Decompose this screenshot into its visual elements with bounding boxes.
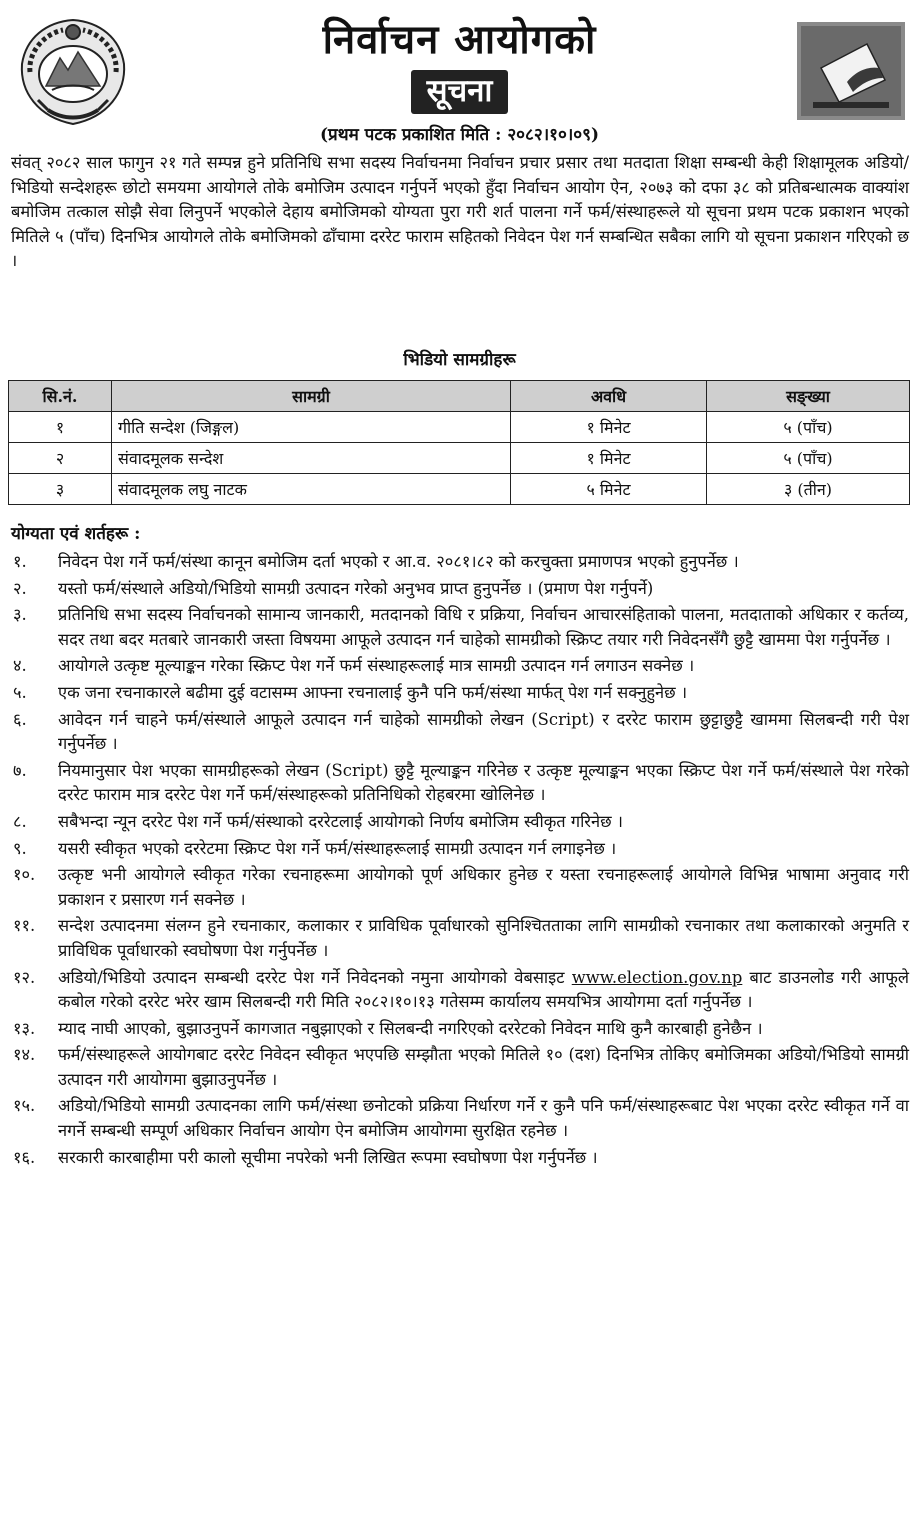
item-number: ८. — [13, 811, 27, 831]
cell-duration: १ मिनेट — [511, 412, 707, 443]
cell-count: ५ (पाँच) — [707, 443, 910, 474]
cell-sn: २ — [9, 443, 112, 474]
cell-sn: १ — [9, 412, 112, 443]
cell-material: संवादमूलक लघु नाटक — [112, 474, 511, 505]
item-number: १३. — [13, 1018, 36, 1038]
col-header-count: सङ्ख्या — [707, 381, 910, 412]
cell-count: ५ (पाँच) — [707, 412, 910, 443]
item-text-before: अडियो/भिडियो उत्पादन सम्बन्धी दररेट पेश गर्ने निवेदनको नमुना आयोगको वेबसाइट — [58, 967, 572, 987]
list-item — [0, 1017, 919, 1042]
item-text: सरकारी कारबाहीमा परी कालो सूचीमा नपरेको भनी लिखित रूपमा स्वघोषणा पेश गर्नुपर्नेछ । — [58, 1147, 598, 1167]
item-number: २. — [13, 578, 27, 598]
item-number: ११. — [13, 916, 36, 936]
item-number: १४. — [13, 1045, 36, 1065]
list-item — [0, 1043, 919, 1092]
item-text: नियमानुसार पेश भएका सामग्रीहरूको लेखन (Script) छुट्टै मूल्याङ्कन गरिनेछ र उत्कृष्ट मूल्याङ्कन भएका स्क्रिप्ट पेश गर्ने फर्म/संस्थाले पेश गरेको दररेट फाराम मात्र दररेट पेश गर्ने फर्म/संस्थाहरूको प्रतिनिधिको रोहबरमा खोलिनेछ । — [58, 760, 909, 805]
item-text: आवेदन गर्न चाहने फर्म/संस्थाले आफूले उत्पादन गर्न चाहेको सामग्रीको लेखन (Script) र दररेट फाराम छुट्टाछुट्टै खाममा सिलबन्दी गरी पेश गर्नुपर्नेछ । — [58, 709, 909, 754]
election-website-link[interactable]: www.election.gov.np — [571, 967, 743, 987]
item-text: अडियो/भिडियो सामग्री उत्पादनका लागि फर्म/संस्था छनोटको प्रक्रिया निर्धारण गर्ने र कुनै पनि फर्म/संस्थाहरूबाट पेश भएका दररेट स्वीकृत गर्ने वा नगर्ने सम्बन्धी सम्पूर्ण अधिकार निर्वाचन आयोग ऐन बमोजिम आयोगमा सुरक्षित रहनेछ । — [58, 1096, 909, 1141]
conditions-heading: योग्यता एवं शर्तहरू : — [11, 524, 141, 544]
item-number: ६. — [13, 709, 27, 729]
item-text: म्याद नाघी आएको, बुझाउनुपर्ने कागजात नबुझाएको र सिलबन्दी नगरिएको दररेटको निवेदन माथि कुनै कारबाही हुनेछैन । — [58, 1018, 763, 1038]
notice-label: सूचना — [411, 70, 509, 114]
list-item — [0, 914, 919, 963]
item-number: ३. — [13, 605, 27, 625]
item-number: १५. — [13, 1096, 36, 1116]
item-number: ५. — [13, 682, 27, 702]
list-item — [0, 1094, 919, 1143]
item-text: उत्कृष्ट भनी आयोगले स्वीकृत गरेका रचनाहरूमा आयोगको पूर्ण अधिकार हुनेछ र यस्ता रचनाहरूलाई आयोगले विभिन्न भाषामा अनुवाद गरी प्रकाशन र प्रसारण गर्न सक्नेछ । — [58, 865, 909, 909]
list-item — [0, 681, 919, 706]
list-item — [0, 550, 919, 575]
item-text: यसरी स्वीकृत भएको दररेटमा स्क्रिप्ट पेश गर्ने फर्म/संस्थाहरूलाई सामग्री उत्पादन गर्न लगाइनेछ । — [58, 838, 617, 858]
item-text: प्रतिनिधि सभा सदस्य निर्वाचनको सामान्य जानकारी, मतदानको विधि र प्रक्रिया, निर्वाचन आचारसंहिताको पालना, मतदाताको अधिकार र कर्तव्य, सदर तथा बदर मतबारे जानकारी जस्ता विषयमा आफूले उत्पादन गर्न चाहेको सामग्रीको स्क्रिप्ट तयार गरी निवेदनसँगै छुट्टै खाममा पेश गर्नुपर्नेछ । — [58, 605, 909, 649]
table-row — [9, 474, 910, 505]
intro-paragraph: संवत् २०८२ साल फागुन २१ गते सम्पन्न हुने प्रतिनिधि सभा सदस्य निर्वाचनमा निर्वाचन प्रचार प्रसार तथा मतदाता शिक्षा सम्बन्धी केही शिक्षामूलक अडियो/भिडियो सन्देशहरू छोटो समयमा आयोगले तोके बमोजिम उत्पादन गर्नुपर्ने भएको हुँदा निर्वाचन आयोग ऐन, २०७३ को दफा ३८ को प्रतिबन्धात्मक वाक्यांश बमोजिम तत्काल सोझै सेवा लिनुपर्ने भएकोले देहाय बमोजिमको योग्यता पुरा गरी शर्त पालना गर्ने फर्म/संस्थाहरूले यो सूचना प्रथम पटक प्रकाशन भएको मितिले ५ (पाँच) दिनभित्र आयोगले तोके बमोजिमको ढाँचामा दररेट फाराम सहितको निवेदन पेश गर्न सम्बन्धित सबैका लागि यो सूचना प्रकाशन गरिएको छ । — [11, 153, 909, 271]
item-text: एक जना रचनाकारले बढीमा दुई वटासम्म आफ्ना रचनालाई कुनै पनि फर्म/संस्था मार्फत् पेश गर्न सक्नुहुनेछ । — [58, 682, 688, 702]
item-text: सबैभन्दा न्यून दररेट पेश गर्ने फर्म/संस्थाको दररेटलाई आयोगको निर्णय बमोजिम स्वीकृत गरिनेछ । — [58, 811, 624, 831]
item-number: १. — [13, 552, 27, 571]
cell-count: ३ (तीन) — [707, 474, 910, 505]
list-item — [0, 1146, 919, 1171]
list-item — [0, 654, 919, 679]
item-text-after: बाट डाउनलोड गरी आफूले कबोल गरेको दररेट भरेर खाम सिलबन्दी गरी मिति २०८२।१०।१३ गतेसम्म कार्यालय समयभित्र आयोगमा दर्ता गर्नुपर्नेछ । — [58, 967, 910, 1012]
list-item — [0, 708, 919, 757]
item-number: ७. — [13, 760, 27, 780]
item-text: फर्म/संस्थाहरूले आयोगबाट दररेट निवेदन स्वीकृत भएपछि सम्झौता भएको मितिले १० (दश) दिनभित्र तोकिए बमोजिमका अडियो/भिडियो सामग्री उत्पादन गरी आयोगमा बुझाउनुपर्नेछ । — [58, 1045, 909, 1089]
cell-duration: १ मिनेट — [511, 443, 707, 474]
table-header-row — [9, 381, 910, 412]
page-title: निर्वाचन आयोगको — [322, 16, 597, 63]
item-number: ४. — [13, 656, 27, 676]
list-item — [0, 810, 919, 835]
notice-banner — [0, 70, 919, 114]
list-item — [0, 966, 919, 1015]
list-item — [0, 759, 919, 808]
cell-duration: ५ मिनेट — [511, 474, 707, 505]
item-text: सन्देश उत्पादनमा संलग्न हुने रचनाकार, कलाकार र प्राविधिक पूर्वाधारको सुनिश्चितताका लागि सामग्रीको रचनाकार तथा कलाकारको अनुमति र प्राविधिक पूर्वाधारको स्वघोषणा पेश गर्नुपर्नेछ । — [58, 916, 909, 960]
list-item — [0, 603, 919, 652]
item-text: निवेदन पेश गर्ने फर्म/संस्था कानून बमोजिम दर्ता भएको र आ.व. २०८१।८२ को करचुक्ता प्रमाणपत्र भएको हुनुपर्नेछ । — [58, 552, 739, 571]
item-number: ९. — [13, 838, 27, 858]
item-number: १०. — [13, 865, 36, 885]
col-header-sn: सि.नं. — [9, 381, 112, 412]
item-text: यस्तो फर्म/संस्थाले अडियो/भिडियो सामग्री उत्पादन गरेको अनुभव प्राप्त हुनुपर्नेछ । (प्रमाण पेश गर्नुपर्ने) — [58, 578, 654, 598]
video-materials-table — [8, 380, 910, 505]
cell-sn: ३ — [9, 474, 112, 505]
conditions-list — [0, 550, 919, 1172]
item-text: आयोगले उत्कृष्ट मूल्याङ्कन गरेका स्क्रिप्ट पेश गर्ने फर्म संस्थाहरूलाई मात्र सामग्री उत्पादन गर्न लगाउन सक्नेछ । — [58, 656, 695, 676]
col-header-material: सामग्री — [112, 381, 511, 412]
table-caption: भिडियो सामग्रीहरू — [403, 350, 516, 370]
list-item — [0, 863, 919, 912]
list-item — [0, 837, 919, 862]
col-header-duration: अवधि — [511, 381, 707, 412]
table-row — [9, 412, 910, 443]
cell-material: गीति सन्देश (जिङ्गल) — [112, 412, 511, 443]
cell-material: संवादमूलक सन्देश — [112, 443, 511, 474]
publish-date: (प्रथम पटक प्रकाशित मिति : २०८२।१०।०९) — [320, 125, 599, 145]
item-number: १६. — [13, 1147, 36, 1167]
list-item — [0, 577, 919, 602]
item-number: १२. — [13, 967, 36, 987]
table-row — [9, 443, 910, 474]
